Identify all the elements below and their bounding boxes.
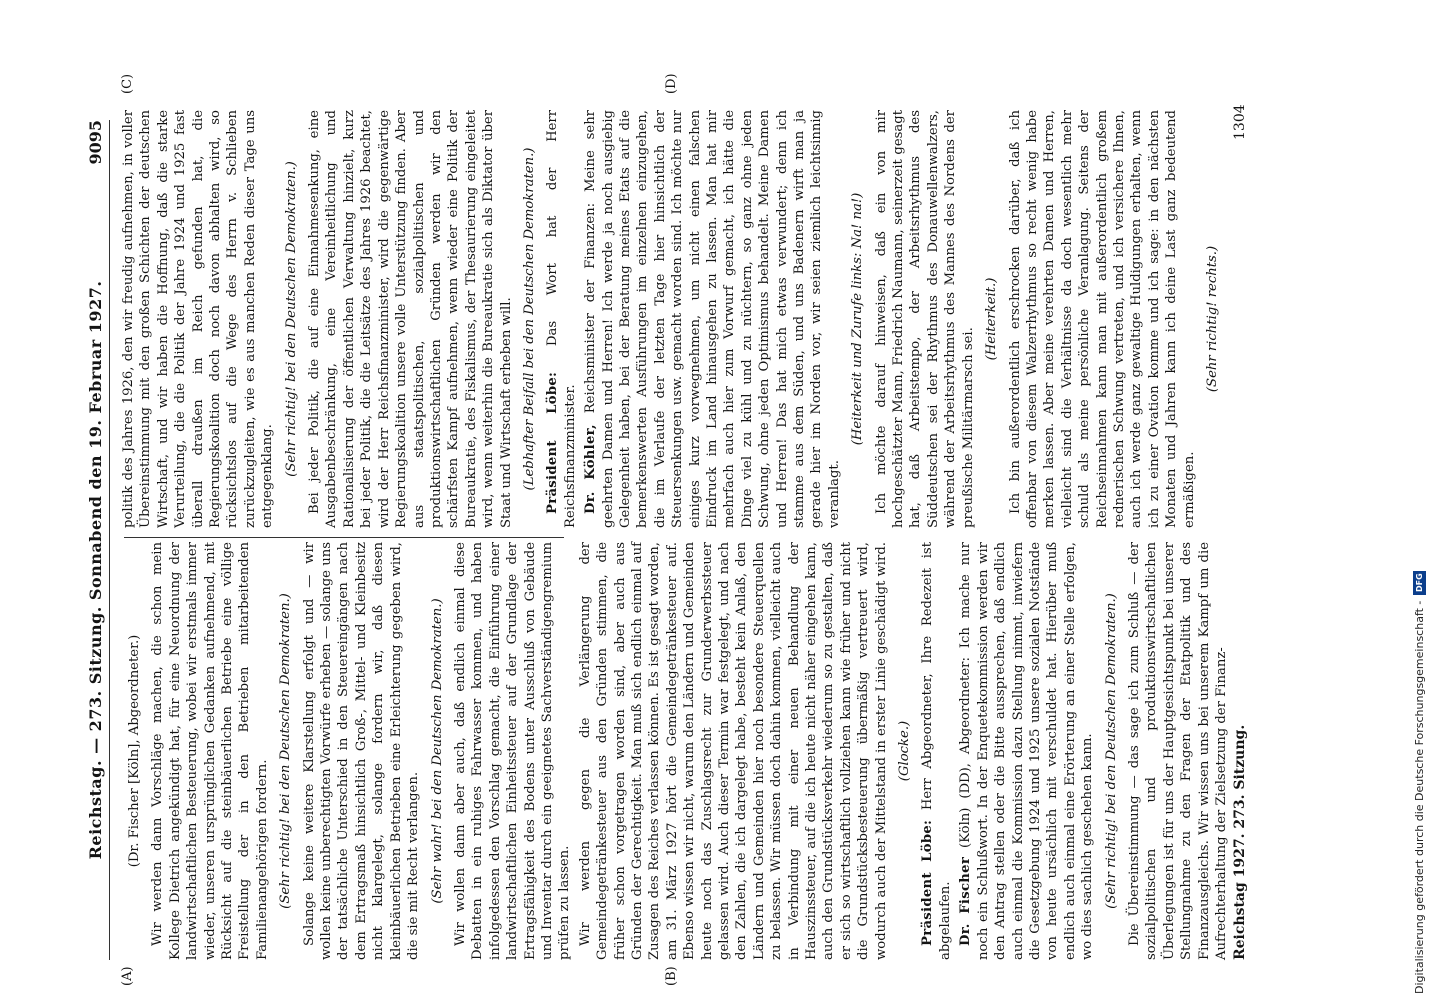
header-page-number: 9095 bbox=[86, 120, 105, 165]
margin-letter-b: (B) bbox=[664, 966, 679, 986]
paragraph: Wir werden dann Vorschläge machen, die schon mein Kollege Dietrich angekündigt hat, für eine Neuordnung der landwirtschaftlichen Besteuerung, wobei wir erstmals immer wieder, unseren ursprünglichen Gedanken aufnehmend, mit Rücksicht auf die steinbäuerlichen Betriebe eine völlige Freistellung der in den Betrieben mitarbeitenden Familienangehörigen fordern. bbox=[150, 542, 270, 960]
paragraph: politik des Jahres 1926, den wir freudig aufnehmen, in voller Übereinstimmung mit den großen Schichten der deutschen Wirtschaft, und wir haben die Hoffnung, daß die starke Verurteilung, die die Politik der Jahre 1924 und 1925 fast überall draußen im Reich gefunden hat, die Regierungskoalition doch noch davon abhalten wird, so rücksichtslos auf die Wege des Herrn v. Schlieben zurückzugleiten, wie es aus manchen Reden dieser Tage uns entgegenklang. bbox=[121, 110, 276, 528]
speech-paragraph bbox=[582, 110, 843, 528]
footer-session-label: Reichstag 1927. 273. Sitzung. bbox=[1232, 724, 1248, 960]
paragraph: Solange keine weitere Klarstellung erfolgt und — wir wollen keine unberechtigten Vorwürfe erheben — solange uns der tatsächliche Unterschied in den Steuereingängen nach dem Ertragsmaß hinsichtlich Groß-, Mittel- und Kleinbesitz nicht klargelegt, solange fordern wir, daß diesen kleinbäuerlichen Betrieben eine Erleichterung gegeben wird, die sie mit Recht verlangen. bbox=[301, 542, 422, 960]
footer-page-number: 1304 bbox=[1232, 104, 1248, 140]
interjection: (Heiterkeit und Zurufe links: Na! na!) bbox=[850, 192, 866, 446]
speaker-name: Präsident Löbe: bbox=[920, 819, 936, 946]
interjection: (Glocke.) bbox=[897, 720, 913, 782]
margin-letter-d: (D) bbox=[664, 73, 679, 94]
speaker-continuation: (Dr. Fischer [Köln], Abgeordneter.) bbox=[127, 634, 142, 868]
interjection: (Sehr richtig! rechts.) bbox=[1204, 245, 1220, 393]
speech-text: Reichsminister der Finanzen: Meine sehr geehrten Damen und Herren! Ich werde ja noch ausgiebig Gelegenheit haben, bei der Beratung meines Etats auf die bemerkenswerten Ausführungen im einzelnen einzugehen, die im Verlaufe der letzten Tage hier hinsichtlich der Steuersenkungen usw. gemacht worden sind. Ich möchte nur einiges kurz vorwegnehmen, um nicht einen falschen Eindruck im Land hinausgehen zu lassen. Man hat mir mehrfach auch hier zum Vorwurf gemacht, ich hätte die Dinge viel zu kühl und zu nüchtern, so ganz ohne jeden Schwung, ohne jeden Optimismus behandelt. Meine Damen und Herren! Das hat mich etwas verwundert; denn ich stamme aus dem Süden, und uns Badenern wirft man ja gerade hier im Norden vor, wir seien ziemlich leichtsinnig veranlagt. bbox=[583, 110, 842, 528]
margin-letter-c: (C) bbox=[120, 73, 135, 94]
margin-letter-a: (A) bbox=[120, 966, 135, 986]
interjection: (Sehr wahr! bei den Deutschen Demokraten.) bbox=[429, 598, 445, 904]
paragraph: Bei jeder Politik, die auf eine Einnahmesenkung, eine Ausgabenbeschränkung, eine Vereinheitlichung und Rationalisierung der öffentlichen Verwaltung hinzielt, kurz bei jeder Politik, die die Leitsätze des Jahres 1926 beachtet, wird der Herr Reichsfinanzminister, wird die gegenwärtige Regierungskoalition unsere volle Unterstützung finden. Aber aus staatspolitischen, sozialpolitischen und produktionswirtschaftlichen Gründen werden wir den schärfsten Kampf aufnehmen, wenn wieder eine Politik der Bureaukratie, des Fiskalismus, der Thesaurierung eingeleitet wird, wenn weiterhin die Bureaukratie sich als Diktator über Staat und Wirtschaft erheben will. bbox=[307, 110, 514, 528]
paragraph: Ich möchte darauf hinweisen, daß ein von mir hochgeschätzter Mann, Friedrich Naumann, seinerzeit gesagt hat, daß Arbeitstempo, der Arbeitsrhythmus des Süddeutschen sei der Rhythmus des Donauwellenwalzers, während der Arbeitsrhythmus des Mannes des Nordens der preußische Militärmarsch sei. bbox=[873, 110, 976, 528]
left-column bbox=[120, 542, 1229, 960]
paragraph: Wir wollen dann aber auch, daß endlich einmal diese Debatten in ein ruhiges Fahrwasser kommen, und haben infolgedessen den Vorschlag gemacht, die Einführung einer landwirtschaftlichen Einheitssteuer auf der Grundlage der Ertragsfähigkeit des Bodens unter Ausschluß von Gebäude und Inventar durch ein geeignetes Sachverständigengremium prüfen zu lassen. bbox=[452, 542, 573, 960]
speech-paragraph bbox=[957, 542, 1096, 960]
page-header bbox=[80, 120, 110, 960]
right-column bbox=[120, 110, 1220, 528]
speech-paragraph bbox=[919, 542, 954, 960]
dfg-logo-icon: DFG bbox=[1413, 571, 1426, 595]
paragraph: Ich bin außerordentlich erschrocken darüber, daß ich offenbar von diesem Walzerrhythmus so recht wenig habe merken lassen. Aber meine verehrten Damen und Herren, vielleicht sind die Verhältnisse da doch wesentlich mehr schuld als meine persönliche Veranlagung. Seitens der Reichseinnahmen kann man mit außerordentlich großem rednerischen Schwung vertreten, und ich versichere Ihnen, auch ich werde ganz gewaltige Huldigungen erhalten, wenn ich zu einer Ovation komme und ich sage: in den nächsten Monaten und Jahren kann ich deine Last ganz bedeutend ermäßigen. bbox=[1007, 110, 1197, 528]
speech-paragraph bbox=[544, 110, 579, 528]
interjection: (Lebhafter Beifall bei den Deutschen Demokraten.) bbox=[521, 147, 537, 491]
paragraph: Die Übereinstimmung — das sage ich zum Schluß — der sozialpolitischen und produktionswirtschaftlichen Überlegungen ist für uns der Hauptgesichtspunkt bei unserer Stellungnahme zu den Fragen der Etatpolitik und des Finanzausgleichs. Wir wissen uns bei unserem Kampf um die Aufrechterhaltung der Zielsetzung der Finanz- bbox=[1126, 542, 1229, 960]
column-divider bbox=[124, 537, 564, 538]
speaker-name: Dr. Fischer bbox=[958, 856, 974, 946]
speaker-name: Dr. Köhler, bbox=[583, 424, 599, 514]
credit-text: Digitalisierung gefördert durch die Deutsche Forschungsgemeinschaft - bbox=[1412, 600, 1426, 994]
paragraph: Wir werden gegen die Verlängerung der Gemeindegetränkesteuer aus den Gründen stimmen, die früher schon vorgetragen worden sind, aber auch aus Gründen der Gerechtigkeit. Man muß sich endlich einmal auf Zusagen des Reiches verlassen können. Es ist gesagt worden, am 31. März 1927 hört die Gemeindegetränkesteuer auf. Ebenso wissen wir nicht, warum den Ländern und Gemeinden heute noch das Zuschlagsrecht zur Grunderwerbssteuer gelassen wird. Auch dieser Termin war festgelegt, und nach den Zahlen, die ich dargelegt habe, besteht kein Anlaß, den Ländern und Gemeinden hier noch besondere Steuerquellen zu belassen. Wir müssen doch dahin kommen, vielleicht auch in Verbindung mit einer neuen Behandlung der Hauszinssteuer, auf die ich heute nicht näher eingehen kann, auch den Grundstücksverkehr wiederum so zu gestalten, daß er sich so wirtschaftlich vollziehen kann wie früher und nicht die Grundstücksbesteuerung übermäßig vertreuert wird, wodurch auch der Mittelstand in erster Linie geschädigt wird. bbox=[577, 542, 889, 960]
speech-text: (Köln) (DD), Abgeordneter: Ich mache nur noch ein Schlußwort. In der Enquetekommission werden wir den Antrag stellen oder die Bitte aussprechen, daß endlich auch einmal die Kommission dazu Stellung nimmt, inwiefern die Gesetzgebung 1924 und 1925 unsere sozialen Notstände von heute ursächlich mit verschuldet hat. Hierüber muß endlich auch einmal eine Erörterung an einer Stelle erfolgen, wo dies sachlich geschehen kann. bbox=[958, 542, 1096, 960]
speech-text: Herr Abgeordneter, Ihre Redezeit ist abgelaufen. bbox=[920, 542, 953, 960]
header-title: Reichstag. — 273. Sitzung. Sonnabend den 19. Februar 1927. bbox=[86, 280, 105, 860]
speaker-name: Präsident Löbe: bbox=[545, 371, 561, 514]
speech-text: Das Wort hat der Herr Reichsfinanzminister. bbox=[545, 110, 578, 528]
interjection: (Sehr richtig! bei den Deutschen Demokraten.) bbox=[283, 161, 299, 477]
interjection: (Sehr richtig! bei den Deutschen Demokraten.) bbox=[278, 593, 294, 909]
interjection: (Sehr richtig! bei den Deutschen Demokraten.) bbox=[1103, 593, 1119, 909]
interjection: (Heiterkeit.) bbox=[984, 277, 1000, 361]
digitization-credit bbox=[1410, 0, 1428, 1000]
